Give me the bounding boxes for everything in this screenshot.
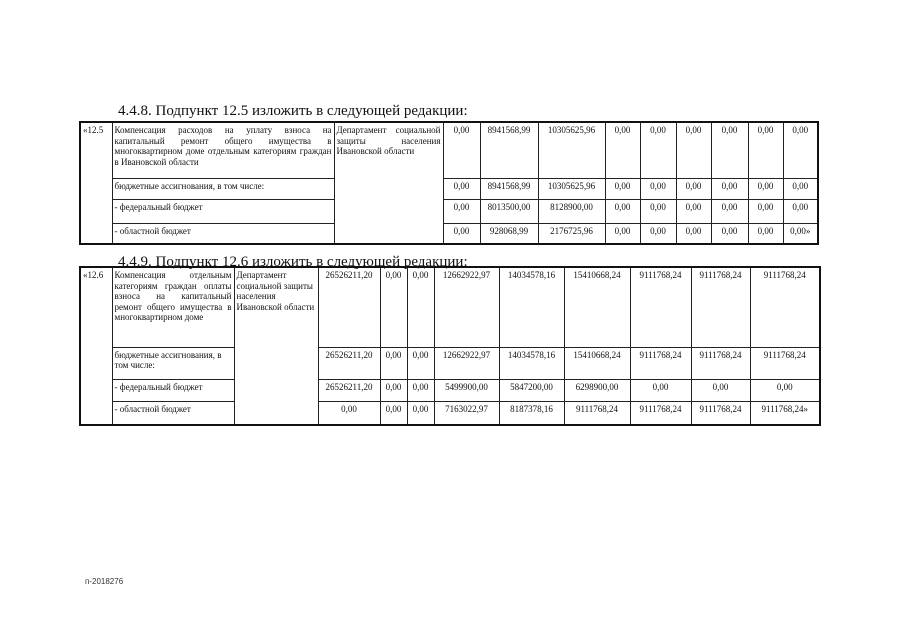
- amount-cell: 9111768,24: [630, 401, 691, 425]
- amount-cell: 0,00: [318, 401, 380, 425]
- amount-cell: 0,00: [640, 223, 676, 244]
- amount-cell: 10305625,96: [538, 178, 605, 199]
- amount-cell: 0,00: [407, 401, 434, 425]
- amount-cell: 14034578,16: [499, 267, 564, 347]
- amount-cell: 9111768,24: [691, 267, 750, 347]
- amount-cell: 6298900,00: [564, 379, 630, 401]
- amount-cell: 0,00: [711, 122, 748, 178]
- amount-cell: 0,00: [783, 199, 818, 223]
- section-1-table: [79, 121, 819, 245]
- table-row: [80, 199, 818, 223]
- amount-cell: 8128900,00: [538, 199, 605, 223]
- amount-cell: 14034578,16: [499, 347, 564, 379]
- amount-cell: 10305625,96: [538, 122, 605, 178]
- table-row: [80, 223, 818, 244]
- amount-cell: 0,00: [605, 122, 640, 178]
- amount-cell: 0,00: [605, 178, 640, 199]
- department-cell: Департамент социальной защиты населения Ивановской области: [334, 122, 443, 244]
- amount-cell: 0,00: [605, 223, 640, 244]
- table-row: [80, 379, 820, 401]
- document-id: п-2018276: [85, 577, 124, 586]
- amount-cell: 8013500,00: [480, 199, 538, 223]
- amount-cell: 0,00: [676, 178, 711, 199]
- amount-cell: 2176725,96: [538, 223, 605, 244]
- amount-cell: 0,00: [443, 122, 480, 178]
- row-label: бюджетные ассигнования, в том числе:: [112, 178, 334, 199]
- table-row: [80, 347, 820, 379]
- amount-cell: 0,00: [407, 379, 434, 401]
- amount-cell: 0,00: [750, 379, 820, 401]
- amount-cell: 8187378,16: [499, 401, 564, 425]
- amount-cell: 0,00: [748, 223, 783, 244]
- amount-cell: 9111768,24: [630, 267, 691, 347]
- table-row: [80, 401, 820, 425]
- section-2-table: [79, 266, 821, 426]
- amount-cell: 0,00: [380, 401, 407, 425]
- section-2-heading: 4.4.9. Подпункт 12.6 изложить в следующей редакции:: [118, 254, 468, 270]
- amount-cell: 0,00: [691, 379, 750, 401]
- amount-cell: 9111768,24: [691, 347, 750, 379]
- amount-cell: 0,00: [748, 199, 783, 223]
- amount-cell: 0,00: [407, 347, 434, 379]
- amount-cell: 0,00»: [783, 223, 818, 244]
- amount-cell: 0,00: [748, 178, 783, 199]
- amount-cell: 9111768,24: [630, 347, 691, 379]
- item-code: «12.6: [80, 267, 112, 425]
- item-title: Компенсация расходов на уплату взноса на капитальный ремонт общего имущества в многоквартирном доме отдельным категориям граждан в Ивановской области: [112, 122, 334, 178]
- amount-cell: 0,00: [711, 223, 748, 244]
- amount-cell: 0,00: [640, 122, 676, 178]
- amount-cell: 0,00: [711, 199, 748, 223]
- section-1-heading: 4.4.8. Подпункт 12.5 изложить в следующей редакции:: [118, 103, 468, 119]
- amount-cell: 9111768,24»: [750, 401, 820, 425]
- amount-cell: 26526211,20: [318, 267, 380, 347]
- row-label: - федеральный бюджет: [112, 199, 334, 223]
- amount-cell: 9111768,24: [750, 347, 820, 379]
- amount-cell: 0,00: [640, 178, 676, 199]
- amount-cell: 0,00: [711, 178, 748, 199]
- amount-cell: 5847200,00: [499, 379, 564, 401]
- amount-cell: 7163022,97: [434, 401, 499, 425]
- item-code: «12.5: [80, 122, 112, 244]
- amount-cell: 0,00: [443, 178, 480, 199]
- amount-cell: 5499900,00: [434, 379, 499, 401]
- amount-cell: 0,00: [380, 347, 407, 379]
- amount-cell: 9111768,24: [750, 267, 820, 347]
- amount-cell: 0,00: [640, 199, 676, 223]
- amount-cell: 12662922,97: [434, 267, 499, 347]
- table-row: [80, 122, 818, 178]
- table-row: [80, 178, 818, 199]
- amount-cell: 0,00: [676, 122, 711, 178]
- amount-cell: 0,00: [676, 199, 711, 223]
- department-cell: Департамент социальной защиты населения Ивановской области: [234, 267, 318, 425]
- amount-cell: 9111768,24: [564, 401, 630, 425]
- amount-cell: 0,00: [605, 199, 640, 223]
- amount-cell: 0,00: [443, 199, 480, 223]
- amount-cell: 0,00: [380, 267, 407, 347]
- amount-cell: 15410668,24: [564, 267, 630, 347]
- amount-cell: 8941568,99: [480, 178, 538, 199]
- amount-cell: 0,00: [630, 379, 691, 401]
- amount-cell: 9111768,24: [691, 401, 750, 425]
- amount-cell: 0,00: [380, 379, 407, 401]
- amount-cell: 0,00: [783, 178, 818, 199]
- amount-cell: 0,00: [783, 122, 818, 178]
- row-label: - областной бюджет: [112, 223, 334, 244]
- amount-cell: 0,00: [407, 267, 434, 347]
- amount-cell: 8941568,99: [480, 122, 538, 178]
- amount-cell: 0,00: [443, 223, 480, 244]
- table-row: [80, 267, 820, 347]
- row-label: бюджетные ассигнования, в том числе:: [112, 347, 234, 379]
- item-title: Компенсация отдельным категориям граждан оплаты взноса на капитальный ремонт общего имущества в многоквартирном доме: [112, 267, 234, 347]
- row-label: - федеральный бюджет: [112, 379, 234, 401]
- amount-cell: 26526211,20: [318, 347, 380, 379]
- row-label: - областной бюджет: [112, 401, 234, 425]
- amount-cell: 12662922,97: [434, 347, 499, 379]
- amount-cell: 0,00: [676, 223, 711, 244]
- amount-cell: 0,00: [748, 122, 783, 178]
- amount-cell: 15410668,24: [564, 347, 630, 379]
- amount-cell: 26526211,20: [318, 379, 380, 401]
- amount-cell: 928068,99: [480, 223, 538, 244]
